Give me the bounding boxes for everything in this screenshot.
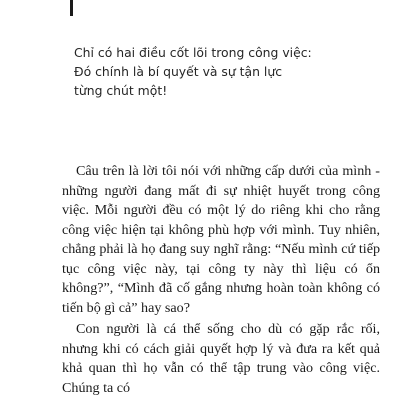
chapter-marker-bar xyxy=(70,0,73,16)
body-text xyxy=(62,162,380,398)
paragraph-2 xyxy=(62,320,380,398)
quote-line-3: từng chút một! xyxy=(74,83,168,98)
paragraph-1 xyxy=(62,162,380,318)
quote-line-1: Chỉ có hai điều cốt lõi trong công việc: xyxy=(74,45,312,60)
paragraph-2-text: Con người là cá thể sống cho dù có gặp rắc rối, nhưng khi có cách giải quyết hợp lý và đưa ra kết quả khả quan thì họ vẫn có thể tập trung vào công việc. Chúng ta có xyxy=(62,321,380,396)
epigraph-quote xyxy=(74,43,364,100)
paragraph-1-text: Câu trên là lời tôi nói với những cấp dưới của mình - những người đang mất đi sự nhiệt huyết trong công việc. Mỗi người đều có một lý do riêng khi cho rằng công việc hiện tại không phù hợp với mình. Tuy nhiên, chẳng phải là họ đang suy nghĩ rằng: “Nếu mình cứ tiếp tục công việc này, tại công ty này thì liệu có ổn không?”, “Mình đã cố gắng nhưng hoàn toàn không có tiến bộ gì cả” hay sao? xyxy=(62,163,380,316)
quote-line-2: Đó chính là bí quyết và sự tận lực xyxy=(74,64,283,79)
